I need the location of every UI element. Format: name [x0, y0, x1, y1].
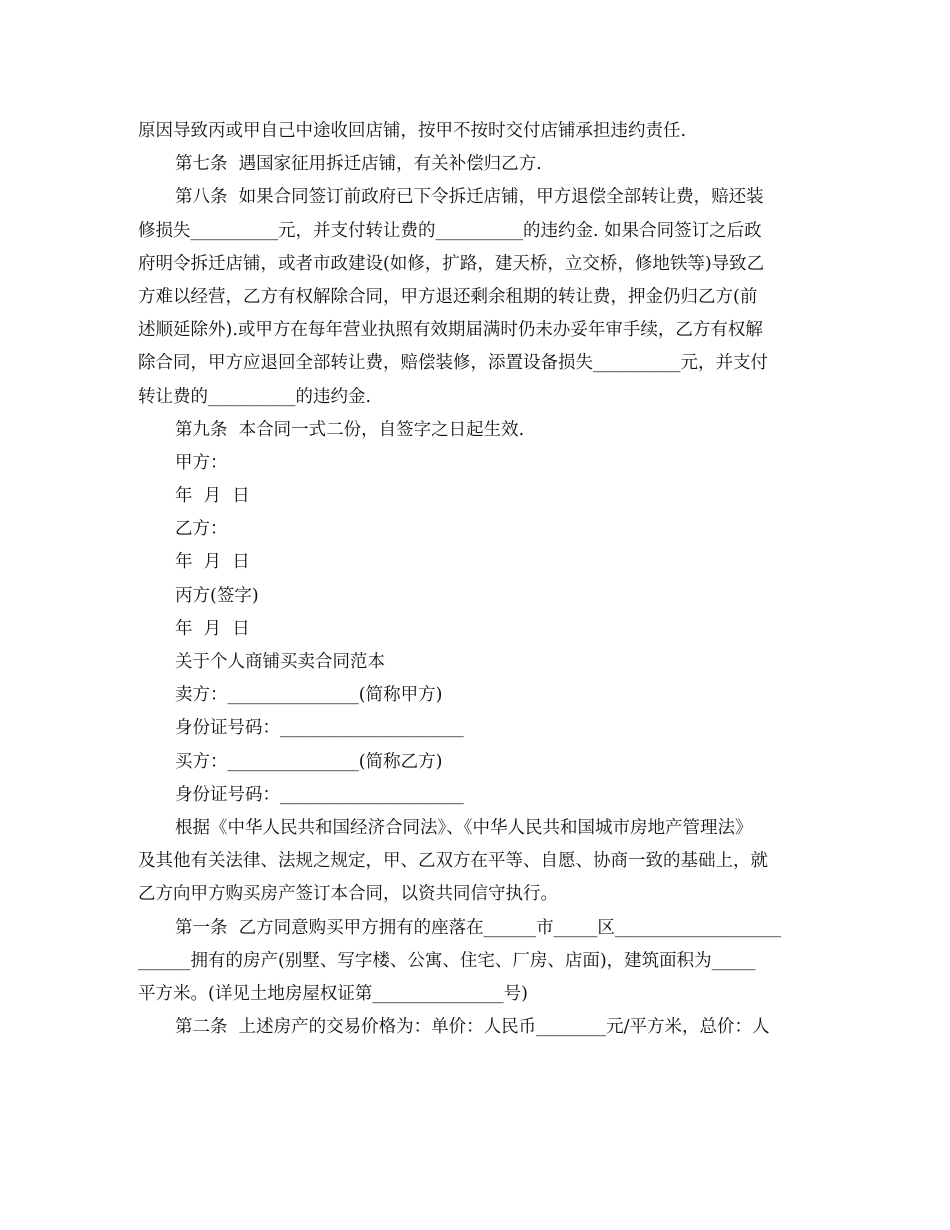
- document-body: [138, 115, 812, 1044]
- text-line: 及其他有关法律、法规之规定，甲、乙双方在平等、自愿、协商一致的基础上，就: [138, 851, 768, 872]
- seller-id-field: 身份证号码：_____________________: [175, 718, 464, 739]
- party-b-date-label: 年 月 日: [175, 552, 250, 573]
- text-line: 原因导致丙或甲自己中途收回店铺，按甲不按时交付店铺承担违约责任.: [138, 121, 687, 141]
- party-a-signature-label: 甲方：: [175, 452, 228, 473]
- text-line: 转让费的__________的违约金.: [138, 386, 372, 407]
- party-b-signature-label: 乙方：: [175, 519, 228, 540]
- clause-9: 第九条 本合同一式二份，自签字之日起生效.: [175, 419, 525, 440]
- text-line: ______拥有的房产(别墅、写字楼、公寓、住宅、厂房、店面)，建筑面积为_____: [138, 950, 756, 971]
- text-line: 乙方向甲方购买房产签订本合同，以资共同信守执行。: [138, 884, 558, 905]
- section-title: 关于个人商铺买卖合同范本: [175, 652, 385, 672]
- party-c-signature-label: 丙方(签字): [175, 585, 259, 606]
- clause-7: 第七条 遇国家征用拆迁店铺，有关补偿归乙方.: [175, 154, 542, 175]
- buyer-id-field: 身份证号码：_____________________: [175, 784, 464, 805]
- text-line: 平方米。(详见土地房屋权证第_______________号): [138, 983, 528, 1004]
- clause-8: 第八条 如果合同签订前政府已下令拆迁店铺，甲方退偿全部转让费，赔还装: [175, 187, 764, 208]
- text-line: 府明令拆迁店铺，或者市政建设(如修，扩路，建天桥，立交桥，修地铁等)导致乙: [138, 253, 765, 274]
- text-line: 除合同，甲方应退回全部转让费，赔偿装修，添置设备损失__________元，并支付: [138, 353, 768, 374]
- article-2: 第二条 上述房产的交易价格为：单价：人民币________元/平方米，总价：人: [175, 1017, 770, 1038]
- text-line: 修损失__________元，并支付转让费的__________的违约金. 如果合同签订之后政: [138, 220, 762, 241]
- article-1: 第一条 乙方同意购买甲方拥有的座落在______市_____区___________________: [175, 917, 782, 938]
- text-line: 述顺延除外).或甲方在每年营业执照有效期届满时仍未办妥年审手续，乙方有权解: [138, 320, 763, 341]
- party-c-date-label: 年 月 日: [175, 618, 250, 639]
- party-a-date-label: 年 月 日: [175, 486, 250, 507]
- text-line: 方难以经营，乙方有权解除合同，甲方退还剩余租期的转让费，押金仍归乙方(前: [138, 286, 758, 307]
- seller-field: 卖方：_______________(简称甲方): [175, 685, 443, 706]
- preamble: 根据《中华人民共和国经济合同法》、《中华人民共和国城市房地产管理法》: [175, 817, 753, 838]
- buyer-field: 买方：_______________(简称乙方): [175, 751, 443, 772]
